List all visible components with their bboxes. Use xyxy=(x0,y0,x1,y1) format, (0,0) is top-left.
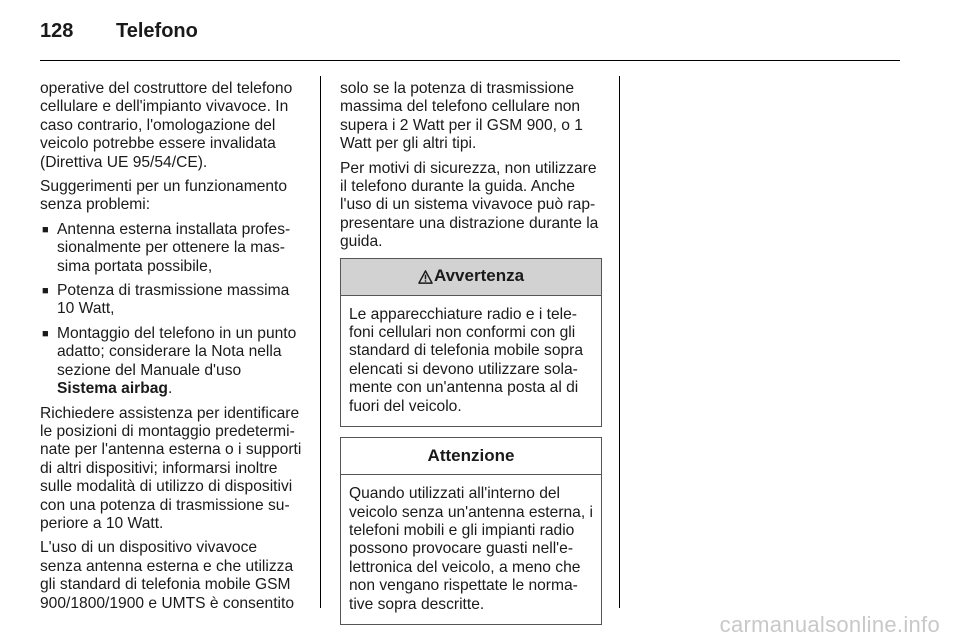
caution-box-body: Quando utilizzati all'interno del veicolo senza un'antenna esterna, i telefoni mobili e gli impianti radio possono provocare guasti nell'elettronica del veicolo, a meno che non vengano rispettate le normative sopra descritte. xyxy=(349,485,593,613)
column-divider-left xyxy=(320,76,321,608)
warning-box-title: Avvertenza xyxy=(433,266,525,286)
caution-box-title: Attenzione xyxy=(427,445,515,465)
warning-box xyxy=(340,258,602,427)
list-item xyxy=(40,221,302,276)
paragraph: operative del costruttore del telefono cellulare e dell'impianto vivavoce. In caso contrario, l'omologazione del veicolo potrebbe essere invalidata (Direttiva UE 95/54/CE). xyxy=(40,80,293,171)
page-number: 128 xyxy=(40,20,74,42)
watermark: carmanualsonline.info xyxy=(719,612,940,637)
warning-box-header xyxy=(341,259,601,296)
text-column-2 xyxy=(340,80,602,625)
caution-box xyxy=(340,437,602,625)
paragraph: Richiedere assistenza per identificare le posizioni di montaggio predeterminate per l'antenna esterna o i supporti di altri dispositivi; informarsi inoltre sulle modalità di utilizzo di dispositivi con una potenza di trasmissione superiore a 10 Watt. xyxy=(40,404,302,532)
airbag-reference: Sistema airbag xyxy=(57,380,168,398)
paragraph: L'uso di un dispositivo vivavoce senza antenna esterna e che utilizza gli standard di telefonia mobile GSM 900/1800/1900 e UMTS è consentito xyxy=(40,539,294,612)
list-item xyxy=(40,282,302,319)
paragraph: Suggerimenti per un funzionamento senza problemi: xyxy=(40,178,288,214)
list-item xyxy=(40,325,302,399)
page-title: Telefono xyxy=(116,20,198,42)
column-divider-right xyxy=(619,76,620,608)
paragraph: Per motivi di sicurezza, non utilizzare il telefono durante la guida. Anche l'uso di un sistema vivavoce può rappresentare una distrazione durante la guida. xyxy=(340,159,599,251)
list-item-text: Montaggio del telefono in un punto adatto; considerare la Nota nella sezione del Manuale d'uso xyxy=(57,324,297,379)
list-item-text: Antenna esterna installata professionalmente per ottenere la massima portata possibile, xyxy=(57,220,291,275)
tips-list xyxy=(40,221,302,399)
header-divider xyxy=(40,60,900,61)
paragraph: solo se la potenza di trasmissione massima del telefono cellulare non supera i 2 Watt per il GSM 900, o 1 Watt per gli altri tipi. xyxy=(340,80,583,153)
bullet-icon: ■ xyxy=(42,223,49,236)
warning-triangle-icon xyxy=(418,270,433,284)
warning-box-body: Le apparecchiature radio e i telefoni cellulari non conformi con gli standard di telefonia mobile sopra elencati si devono utilizzare solamente con un'antenna posta al di fuori del veicolo. xyxy=(349,305,584,415)
text-column-1 xyxy=(40,80,302,619)
bullet-icon: ■ xyxy=(42,327,49,340)
caution-box-header xyxy=(341,438,601,475)
bullet-icon: ■ xyxy=(42,285,49,298)
list-item-end: . xyxy=(167,380,173,398)
list-item-text: Potenza di trasmissione massima 10 Watt, xyxy=(57,282,290,318)
